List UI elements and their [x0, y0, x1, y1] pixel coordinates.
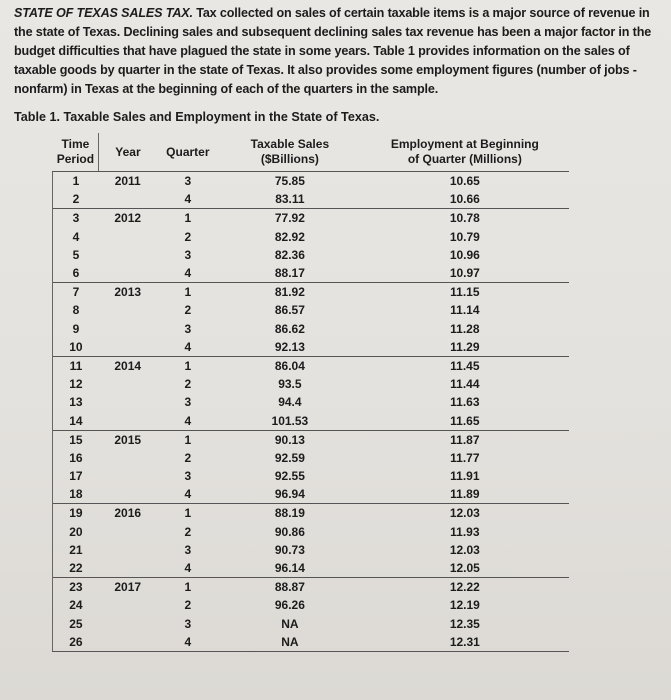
year-cell — [99, 393, 157, 411]
header-employment-text: Employment at Beginning of Quarter (Millions) — [390, 137, 539, 166]
year-cell: 2011 — [114, 174, 141, 189]
time-period-cell: 23 — [53, 578, 99, 597]
employment-cell: 12.35 — [449, 616, 480, 631]
employment-cell: 11.28 — [450, 321, 480, 336]
employment-cell: 11.14 — [450, 303, 480, 318]
year-cell — [99, 264, 157, 283]
employment-cell: 11.91 — [450, 469, 480, 484]
sales-table — [52, 133, 569, 652]
header-quarter-text: Quarter — [166, 144, 210, 159]
intro-paragraph — [14, 4, 664, 99]
year-cell: 2012 — [99, 209, 157, 228]
table-row — [53, 449, 570, 467]
time-period-cell: 20 — [53, 523, 99, 541]
year-cell: 2017 — [99, 578, 157, 597]
time-period-cell: 5 — [53, 246, 99, 264]
quarter-cell: 1 — [157, 578, 219, 597]
taxable-sales-cell: 88.17 — [274, 266, 305, 281]
quarter-cell: 1 — [157, 504, 219, 523]
quarter-cell: 3 — [184, 321, 192, 336]
time-period-cell: 8 — [53, 301, 99, 319]
year-cell — [99, 523, 157, 541]
table-row — [53, 559, 570, 578]
year-cell — [99, 375, 157, 393]
header-time-period-text: Time Period — [56, 137, 95, 166]
year-cell — [99, 320, 157, 338]
table-row — [53, 504, 570, 523]
header-taxable-sales — [219, 133, 361, 172]
employment-cell: 12.19 — [449, 598, 480, 613]
year-cell — [99, 541, 157, 559]
table-row — [53, 633, 570, 652]
time-period-cell: 16 — [53, 449, 99, 467]
taxable-sales-cell: 90.73 — [274, 542, 305, 557]
year-cell — [99, 246, 157, 264]
employment-cell: 11.65 — [450, 413, 480, 428]
table-row — [53, 411, 570, 430]
table-row — [53, 301, 570, 319]
quarter-cell: 4 — [157, 633, 219, 652]
time-period-cell: 19 — [53, 504, 99, 523]
employment-cell: 12.31 — [361, 633, 569, 652]
employment-cell: 11.45 — [361, 356, 569, 375]
year-cell — [99, 485, 157, 504]
year-cell: 2013 — [99, 283, 157, 302]
quarter-cell: 2 — [184, 450, 192, 465]
table-row — [53, 615, 570, 633]
header-year-text: Year — [115, 144, 141, 159]
table-row — [53, 596, 570, 614]
year-cell — [99, 596, 157, 614]
intro-lead: STATE OF TEXAS SALES TAX. — [14, 6, 193, 20]
quarter-cell: 4 — [184, 339, 192, 354]
table-row — [53, 172, 570, 191]
employment-cell: 12.22 — [361, 578, 569, 597]
year-cell — [99, 301, 157, 319]
table-row — [53, 246, 570, 264]
time-period-cell: 11 — [53, 356, 99, 375]
taxable-sales-cell: 92.13 — [274, 339, 305, 354]
time-period-cell: 24 — [53, 596, 99, 614]
table-row — [53, 320, 570, 338]
quarter-cell: 2 — [184, 524, 192, 539]
time-period-cell: 18 — [53, 485, 99, 504]
taxable-sales-cell: 86.62 — [274, 321, 305, 336]
time-period-cell: 2 — [53, 190, 99, 209]
year-cell — [99, 449, 157, 467]
employment-cell: 12.05 — [449, 561, 480, 576]
quarter-cell: 3 — [184, 616, 192, 631]
time-period-cell: 13 — [53, 393, 99, 411]
time-period-cell: 10 — [53, 338, 99, 357]
year-cell — [99, 338, 157, 357]
employment-cell: 10.78 — [361, 209, 569, 228]
year-cell — [99, 411, 157, 430]
header-year — [99, 133, 157, 172]
taxable-sales-cell: NA — [219, 633, 361, 652]
time-period-cell: 26 — [53, 633, 99, 652]
year-cell — [99, 633, 157, 652]
quarter-cell: 4 — [184, 487, 192, 502]
taxable-sales-cell: 83.11 — [275, 192, 305, 207]
table-row — [53, 209, 570, 228]
table-row — [53, 264, 570, 283]
employment-cell: 10.96 — [449, 247, 480, 262]
time-period-cell: 15 — [53, 430, 99, 449]
quarter-cell: 2 — [184, 598, 192, 613]
employment-cell: 11.15 — [361, 283, 569, 302]
year-cell: 2016 — [99, 504, 157, 523]
quarter-cell: 1 — [157, 283, 219, 302]
year-cell: 2014 — [99, 356, 157, 375]
table-row — [53, 541, 570, 559]
table-caption: Table 1. Taxable Sales and Employment in the State of Texas. — [14, 110, 380, 124]
time-period-cell: 7 — [53, 283, 99, 302]
employment-cell: 11.29 — [450, 339, 480, 354]
table-row — [53, 523, 570, 541]
quarter-cell: 1 — [157, 430, 219, 449]
table-row — [53, 356, 570, 375]
quarter-cell: 1 — [157, 209, 219, 228]
table-row — [53, 190, 570, 209]
taxable-sales-cell: 94.4 — [278, 395, 302, 410]
employment-cell: 11.77 — [450, 450, 480, 465]
year-cell — [99, 615, 157, 633]
taxable-sales-cell: 96.14 — [274, 561, 305, 576]
employment-cell: 11.93 — [450, 524, 480, 539]
taxable-sales-cell: 90.86 — [274, 524, 305, 539]
time-period-cell: 22 — [53, 559, 99, 578]
employment-cell: 12.03 — [361, 504, 569, 523]
time-period-cell: 21 — [53, 541, 99, 559]
quarter-cell: 3 — [184, 469, 192, 484]
taxable-sales-cell: 96.94 — [274, 487, 305, 502]
table-row — [53, 375, 570, 393]
table-header-row — [53, 133, 570, 172]
year-cell: 2015 — [99, 430, 157, 449]
taxable-sales-cell: 81.92 — [219, 283, 361, 302]
table-row — [53, 283, 570, 302]
quarter-cell: 3 — [184, 247, 192, 262]
quarter-cell: 2 — [184, 377, 192, 392]
time-period-cell: 12 — [53, 375, 99, 393]
table-row — [53, 467, 570, 485]
employment-cell: 10.66 — [449, 192, 480, 207]
quarter-cell: 3 — [184, 174, 192, 189]
quarter-cell: 3 — [184, 395, 192, 410]
quarter-cell: 3 — [184, 542, 192, 557]
employment-cell: 10.97 — [449, 266, 480, 281]
table-row — [53, 393, 570, 411]
employment-cell: 10.65 — [449, 174, 480, 189]
year-cell — [99, 467, 157, 485]
taxable-sales-cell: 77.92 — [219, 209, 361, 228]
quarter-cell: 2 — [184, 229, 192, 244]
year-cell — [99, 190, 157, 209]
taxable-sales-cell: 96.26 — [274, 598, 305, 613]
employment-cell: 11.89 — [450, 487, 480, 502]
taxable-sales-cell: 101.53 — [271, 413, 309, 428]
taxable-sales-cell: 82.36 — [274, 247, 305, 262]
table-row — [53, 228, 570, 246]
header-quarter — [157, 133, 219, 172]
employment-cell: 10.79 — [449, 229, 480, 244]
table-row — [53, 430, 570, 449]
time-period-cell: 3 — [53, 209, 99, 228]
employment-cell: 11.63 — [450, 395, 480, 410]
intro-text: Tax collected on sales of certain taxable items is a major source of revenue in the state of Texas. Declining sales and subsequent declining sales tax revenue has been a major factor in the budget difficulties that have plagued the state in some years. Table 1 provides information on the sales of taxable goods by quarter in the state of Texas. It also provides some employment figures (number of jobs - nonfarm) in Texas at the beginning of each of the quarters in the sample. — [14, 6, 652, 96]
table-row — [53, 578, 570, 597]
taxable-sales-cell: 90.13 — [219, 430, 361, 449]
time-period-cell: 1 — [53, 172, 99, 191]
taxable-sales-cell: 88.19 — [219, 504, 361, 523]
taxable-sales-cell: 92.55 — [274, 469, 305, 484]
table-body — [53, 172, 570, 652]
time-period-cell: 14 — [53, 411, 99, 430]
taxable-sales-cell: 92.59 — [274, 450, 305, 465]
time-period-cell: 9 — [53, 320, 99, 338]
taxable-sales-cell: 93.5 — [278, 377, 302, 392]
quarter-cell: 4 — [184, 266, 192, 281]
taxable-sales-cell: 82.92 — [274, 229, 305, 244]
header-time-period — [53, 133, 99, 172]
time-period-cell: 4 — [53, 228, 99, 246]
employment-cell: 11.87 — [361, 430, 569, 449]
year-cell — [99, 228, 157, 246]
taxable-sales-cell: 86.04 — [219, 356, 361, 375]
time-period-cell: 6 — [53, 264, 99, 283]
taxable-sales-cell: 86.57 — [274, 303, 305, 318]
taxable-sales-cell: 75.85 — [274, 174, 305, 189]
quarter-cell: 4 — [184, 413, 192, 428]
header-taxable-sales-text: Taxable Sales ($Billions) — [250, 137, 330, 166]
time-period-cell: 17 — [53, 467, 99, 485]
employment-cell: 11.44 — [450, 377, 480, 392]
year-cell — [99, 559, 157, 578]
taxable-sales-cell: 88.87 — [219, 578, 361, 597]
time-period-cell: 25 — [53, 615, 99, 633]
table-row — [53, 338, 570, 357]
quarter-cell: 4 — [184, 561, 192, 576]
table-row — [53, 485, 570, 504]
employment-cell: 12.03 — [449, 542, 480, 557]
quarter-cell: 4 — [184, 192, 192, 207]
quarter-cell: 1 — [157, 356, 219, 375]
taxable-sales-cell: NA — [281, 616, 299, 631]
quarter-cell: 2 — [184, 303, 192, 318]
header-employment — [361, 133, 569, 172]
